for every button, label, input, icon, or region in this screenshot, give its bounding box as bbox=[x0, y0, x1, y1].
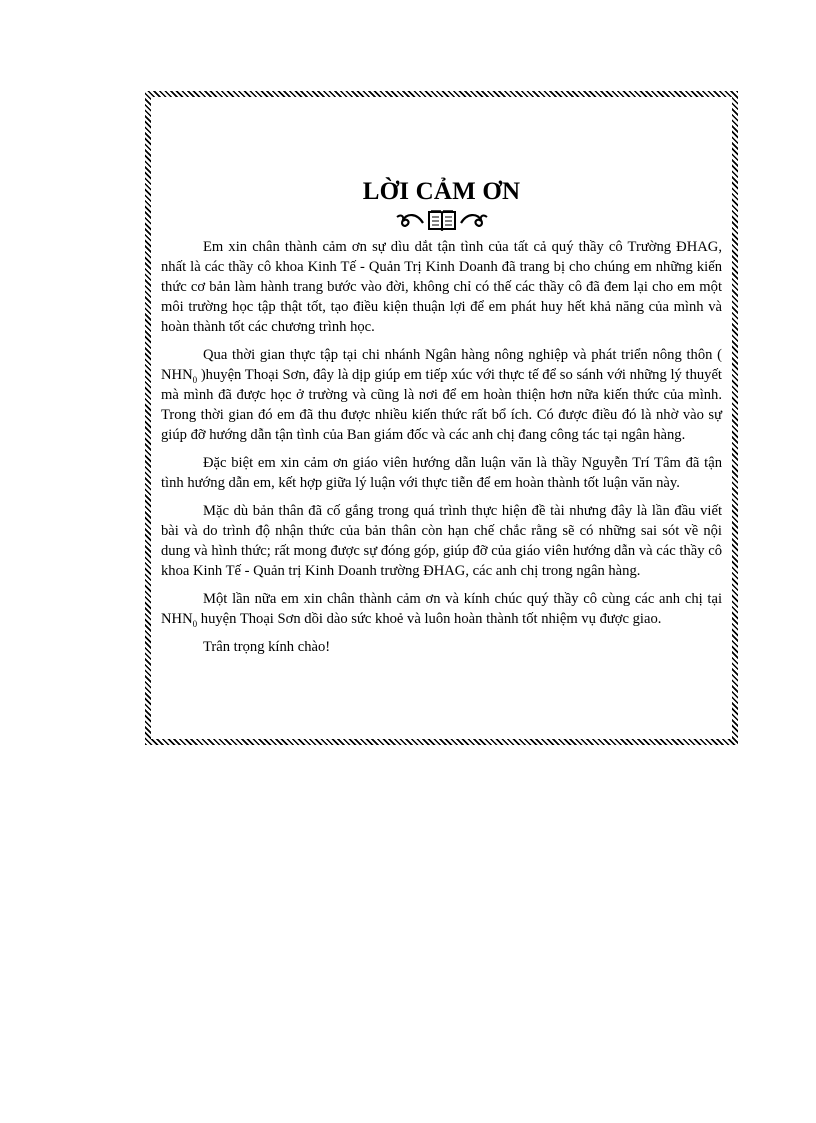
left-flourish-icon bbox=[395, 211, 425, 229]
paragraph-5-text-a: Một lần nữa em xin chân thành cảm ơn và kính chúc quý thầy cô cùng các anh chị tại NHN bbox=[161, 591, 722, 627]
paragraph-5-subscript: 0 bbox=[192, 618, 198, 629]
paragraph-5 bbox=[161, 589, 722, 629]
closing-line: Trân trọng kính chào! bbox=[203, 639, 331, 655]
paragraph-5-text-b: huyện Thoại Sơn dồi dào sức khoẻ và luôn hoàn thành tốt nhiệm vụ được giao. bbox=[197, 611, 662, 627]
paragraph-2-text-b: )huyện Thoại Sơn, đây là dịp giúp em tiếp xúc với thực tế để so sánh với những lý thuyết mà mình đã được học ở trường và cũng là nơi để em hoàn thiện hơn nữa kiến thức của mình. Trong thời gian đó em đã thu được nhiều kiến thức rất bổ ích. Có được điều đó là nhờ vào sự giúp đỡ hướng dẫn tận tình của Ban giám đốc và các anh chị đang công tác tại ngân hàng. bbox=[161, 367, 722, 443]
right-flourish-icon bbox=[459, 211, 489, 229]
decorative-border bbox=[145, 91, 738, 745]
paragraph-3: Đặc biệt em xin cảm ơn giáo viên hướng dẫn luận văn là thầy Nguyễn Trí Tâm đã tận tình hướng dẫn em, kết hợp giữa lý luận với thực tiễn để em hoàn thành tốt luận văn này. bbox=[161, 455, 722, 491]
paragraph-1: Em xin chân thành cảm ơn sự dìu dắt tận tình của tất cả quý thầy cô Trường ĐHAG, nhất là các thầy cô khoa Kinh Tế - Quản Trị Kinh Doanh đã trang bị cho chúng em những kiến thức cơ bản làm hành trang bước vào đời, không chỉ có thế các thầy cô đã đem lại cho em một môi trường học tập thật tốt, tạo điều kiện thuận lợi để em phát huy hết khả năng của mình và hoàn thành tốt các chương trình học. bbox=[161, 239, 722, 335]
open-book-icon bbox=[427, 209, 457, 231]
book-flourish-icon bbox=[161, 207, 722, 233]
paragraph-2-subscript: 0 bbox=[192, 374, 198, 385]
paragraph-2 bbox=[161, 345, 722, 445]
paragraph-4: Mặc dù bản thân đã cố gắng trong quá trình thực hiện đề tài nhưng đây là lần đầu viết bài và do trình độ nhận thức của bản thân còn hạn chế chắc rằng sẽ có những sai sót về nội dung và hình thức; rất mong được sự đóng góp, giúp đỡ của giáo viên hướng dẫn và các thầy cô khoa Kinh Tế - Quản trị Kinh Doanh trường ĐHAG, các anh chị trong ngân hàng. bbox=[161, 503, 722, 579]
paragraph-2-text-a: Qua thời gian thực tập tại chi nhánh Ngân hàng nông nghiệp và phát triển nông thôn ( NHN bbox=[161, 347, 722, 383]
page-title: LỜI CẢM ƠN bbox=[362, 178, 521, 205]
content-area bbox=[151, 97, 732, 739]
